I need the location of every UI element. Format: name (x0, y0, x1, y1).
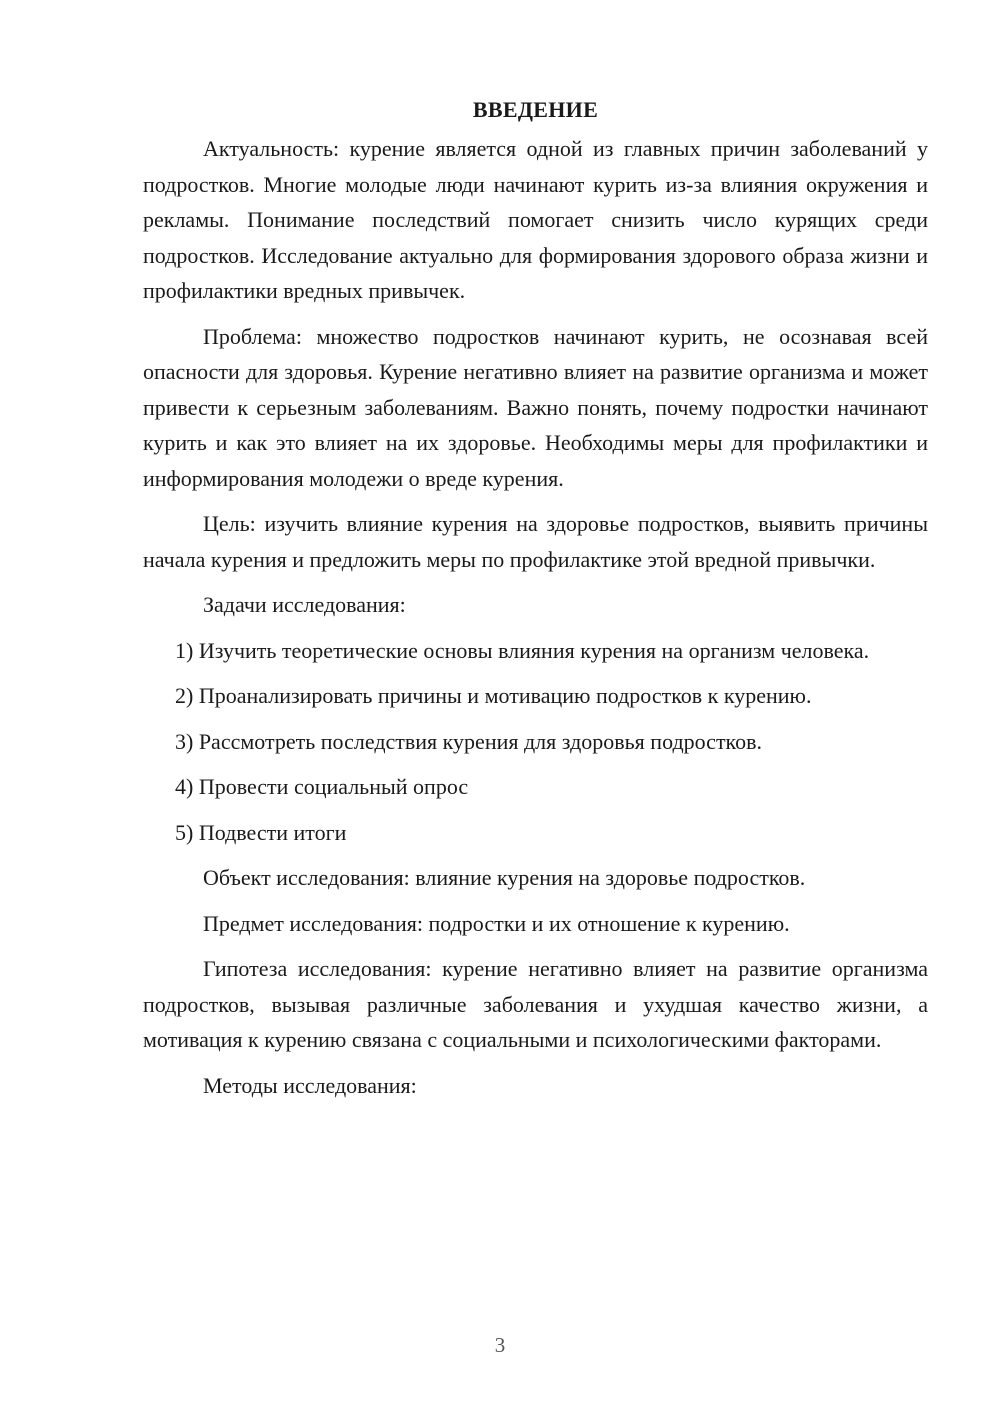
problem-paragraph: Проблема: множество подростков начинают курить, не осознавая всей опасности для здоровья. Курение негативно влияет на развитие организма и может привести к серьезным заболеваниям. Важно понять, почему подростки начинают курить и как это влияет на их здоровье. Необходимы меры для профилактики и информирования молодежи о вреде курения. (143, 323, 928, 491)
task-item-5: 5) Подвести итоги (175, 819, 347, 845)
object-paragraph: Объект исследования: влияние курения на здоровье подростков. (203, 865, 806, 890)
document-page (143, 95, 928, 1113)
task-item-4: 4) Провести социальный опрос (175, 774, 469, 799)
task-item-2: 2) Проанализировать причины и мотивацию подростков к курению. (175, 683, 812, 708)
hypothesis-paragraph: Гипотеза исследования: курение негативно влияет на развитие организма подростков, вызывая различные заболевания и ухудшая качество жизни, а мотивация к курению связана с социальными и психологическими факторами. (143, 956, 928, 1052)
goal-paragraph: Цель: изучить влияние курения на здоровье подростков, выявить причины начала курения и предложить меры по профилактике этой вредной привычки. (143, 511, 928, 572)
page-title: ВВЕДЕНИЕ (472, 97, 599, 122)
relevance-paragraph: Актуальность: курение является одной из главных причин заболеваний у подростков. Многие молодые люди начинают курить из-за влияния окружения и рекламы. Понимание последствий помогает снизить число курящих среди подростков. Исследование актуально для формирования здорового образа жизни и профилактики вредных привычек. (143, 136, 928, 303)
tasks-heading: Задачи исследования: (203, 592, 406, 617)
page-number: 3 (494, 1333, 506, 1357)
subject-paragraph: Предмет исследования: подростки и их отношение к курению. (203, 910, 790, 936)
task-item-3: 3) Рассмотреть последствия курения для здоровья подростков. (175, 728, 763, 754)
task-item-1: 1) Изучить теоретические основы влияния курения на организм человека. (175, 637, 870, 663)
methods-heading: Методы исследования: (203, 1072, 417, 1098)
